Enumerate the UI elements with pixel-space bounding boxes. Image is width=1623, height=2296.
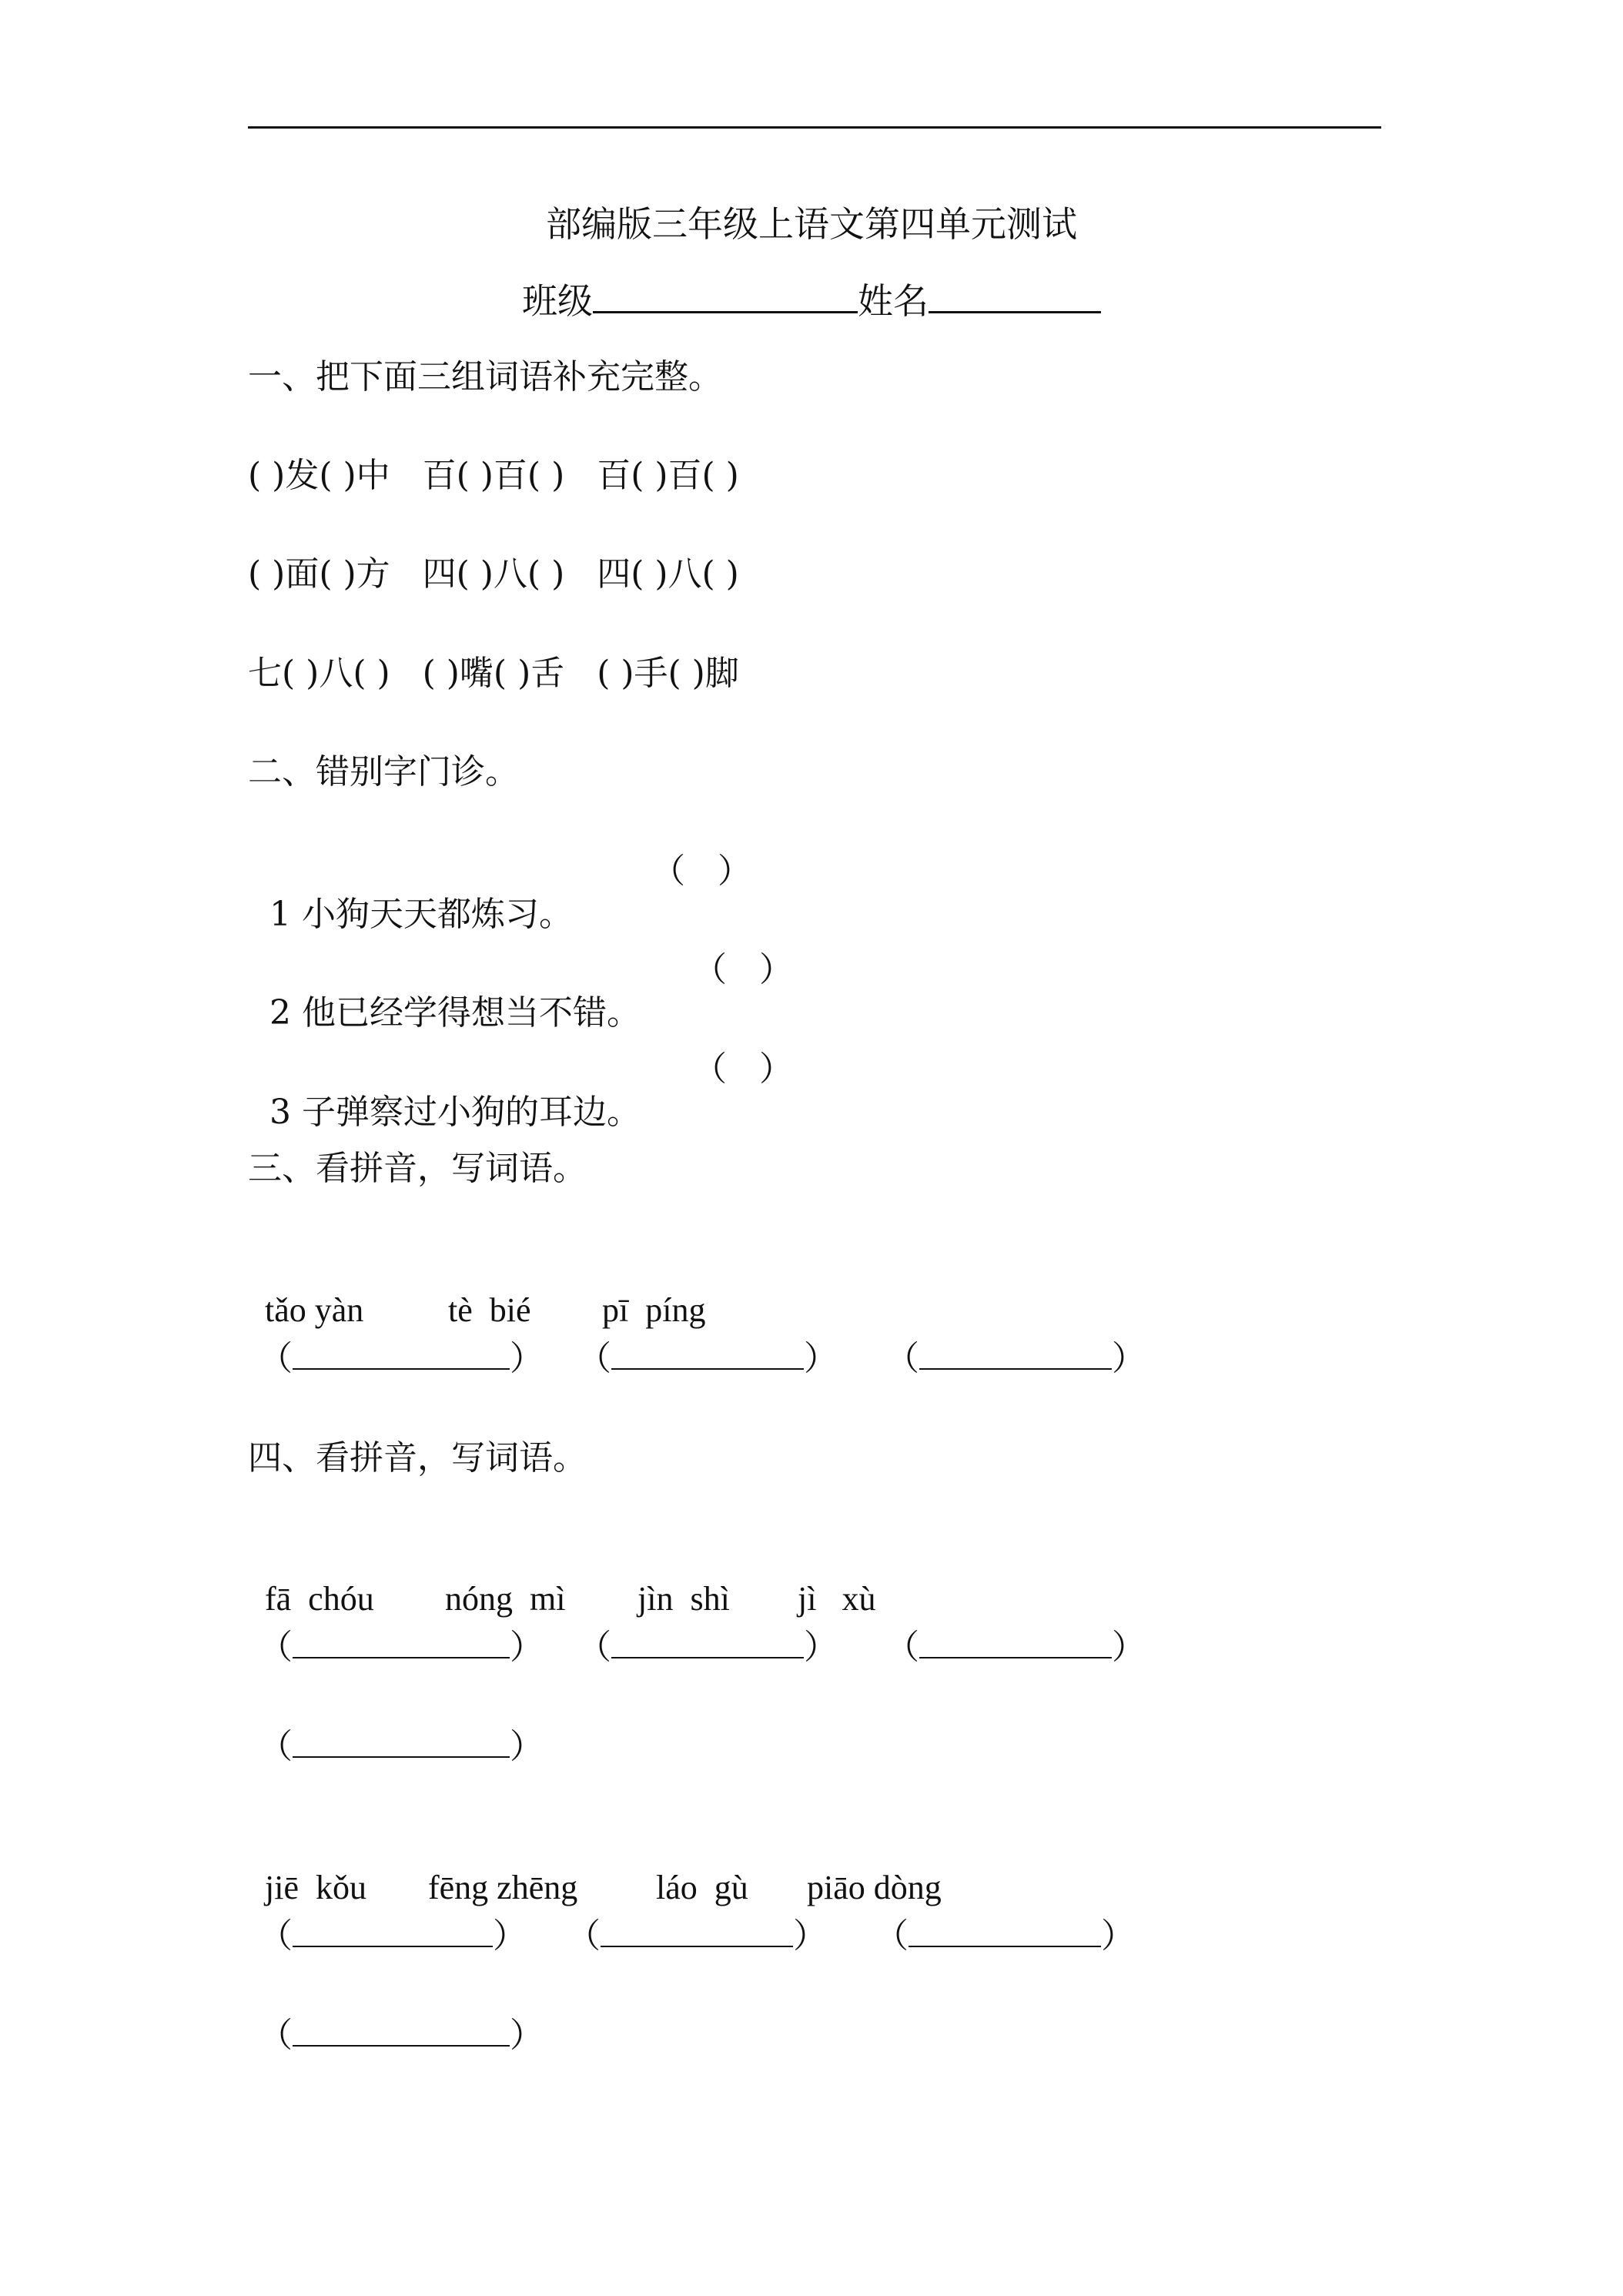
section2-item-3 (248, 1048, 641, 1134)
pinyin-1: tǎo yàn (265, 1291, 364, 1329)
s3-answer-3[interactable]: （ ） (885, 1339, 1146, 1378)
name-blank[interactable] (929, 280, 1101, 313)
item-2-answer-paren[interactable]: （ ） (693, 950, 793, 989)
section1-heading: 一、把下面三组词语补充完整。 (248, 357, 722, 397)
section4-pinyin-row-b (248, 1823, 942, 1909)
section3-pinyin-row (248, 1246, 705, 1332)
class-name-line (0, 279, 1623, 323)
item-3-answer-paren[interactable]: （ ） (693, 1049, 793, 1089)
s3-answer-1[interactable]: （ ） (259, 1339, 544, 1378)
pinyin-b-2: fēng zhēng (428, 1869, 578, 1906)
section2-item-2 (248, 949, 641, 1035)
item-1-text: 1 小狗天天都炼习。 (269, 895, 573, 934)
top-rule (248, 126, 1381, 129)
s3-answer-2[interactable]: （ ） (577, 1339, 838, 1378)
section4-pinyin-row-a (248, 1535, 875, 1621)
s4a-answer-1[interactable]: （ ） (259, 1628, 544, 1667)
s4a-answer-4[interactable]: （ ） (259, 1727, 544, 1766)
section4-heading: 四、看拼音，写词语。 (248, 1438, 587, 1478)
section2-item-1 (248, 850, 573, 936)
pinyin-2: tè bié (448, 1291, 531, 1329)
s4a-answer-3[interactable]: （ ） (885, 1628, 1146, 1667)
item-3-text: 3 子弹察过小狗的耳边。 (269, 1093, 641, 1132)
pinyin-a-2: nóng mì (445, 1580, 566, 1618)
pinyin-a-4: jì xù (798, 1580, 876, 1618)
page-title: 部编版三年级上语文第四单元测试 (546, 203, 1077, 245)
pinyin-b-1: jiē kǒu (265, 1869, 366, 1906)
s4a-answer-2[interactable]: （ ） (577, 1628, 838, 1667)
name-label: 姓名 (858, 280, 929, 322)
pinyin-a-3: jìn shì (637, 1580, 730, 1618)
section1-row-3: 七( )八( ) ( )嘴( )舌 ( )手( )脚 (248, 654, 739, 693)
pinyin-a-1: fā chóu (265, 1580, 374, 1618)
item-1-answer-paren[interactable]: （ ） (651, 852, 751, 891)
section2-heading: 二、错别字门诊。 (248, 752, 519, 792)
section3-heading: 三、看拼音，写词语。 (248, 1149, 587, 1188)
s4b-answer-2[interactable]: （ ） (567, 1916, 827, 1956)
s4b-answer-1[interactable]: （ ） (259, 1916, 527, 1956)
section1-row-2: ( )面( )方 四( )八( ) 四( )八( ) (248, 554, 739, 594)
pinyin-b-4: piāo dòng (807, 1869, 942, 1906)
class-label: 班级 (522, 280, 593, 322)
pinyin-b-3: láo gù (656, 1869, 748, 1906)
s4b-answer-3[interactable]: （ ） (875, 1916, 1135, 1956)
class-blank[interactable] (593, 280, 858, 313)
s4b-answer-4[interactable]: （ ） (259, 2016, 544, 2055)
pinyin-3: pī píng (602, 1291, 706, 1329)
section1-row-1: ( )发( )中 百( )百( ) 百( )百( ) (248, 456, 739, 495)
item-2-text: 2 他已经学得想当不错。 (269, 993, 641, 1033)
